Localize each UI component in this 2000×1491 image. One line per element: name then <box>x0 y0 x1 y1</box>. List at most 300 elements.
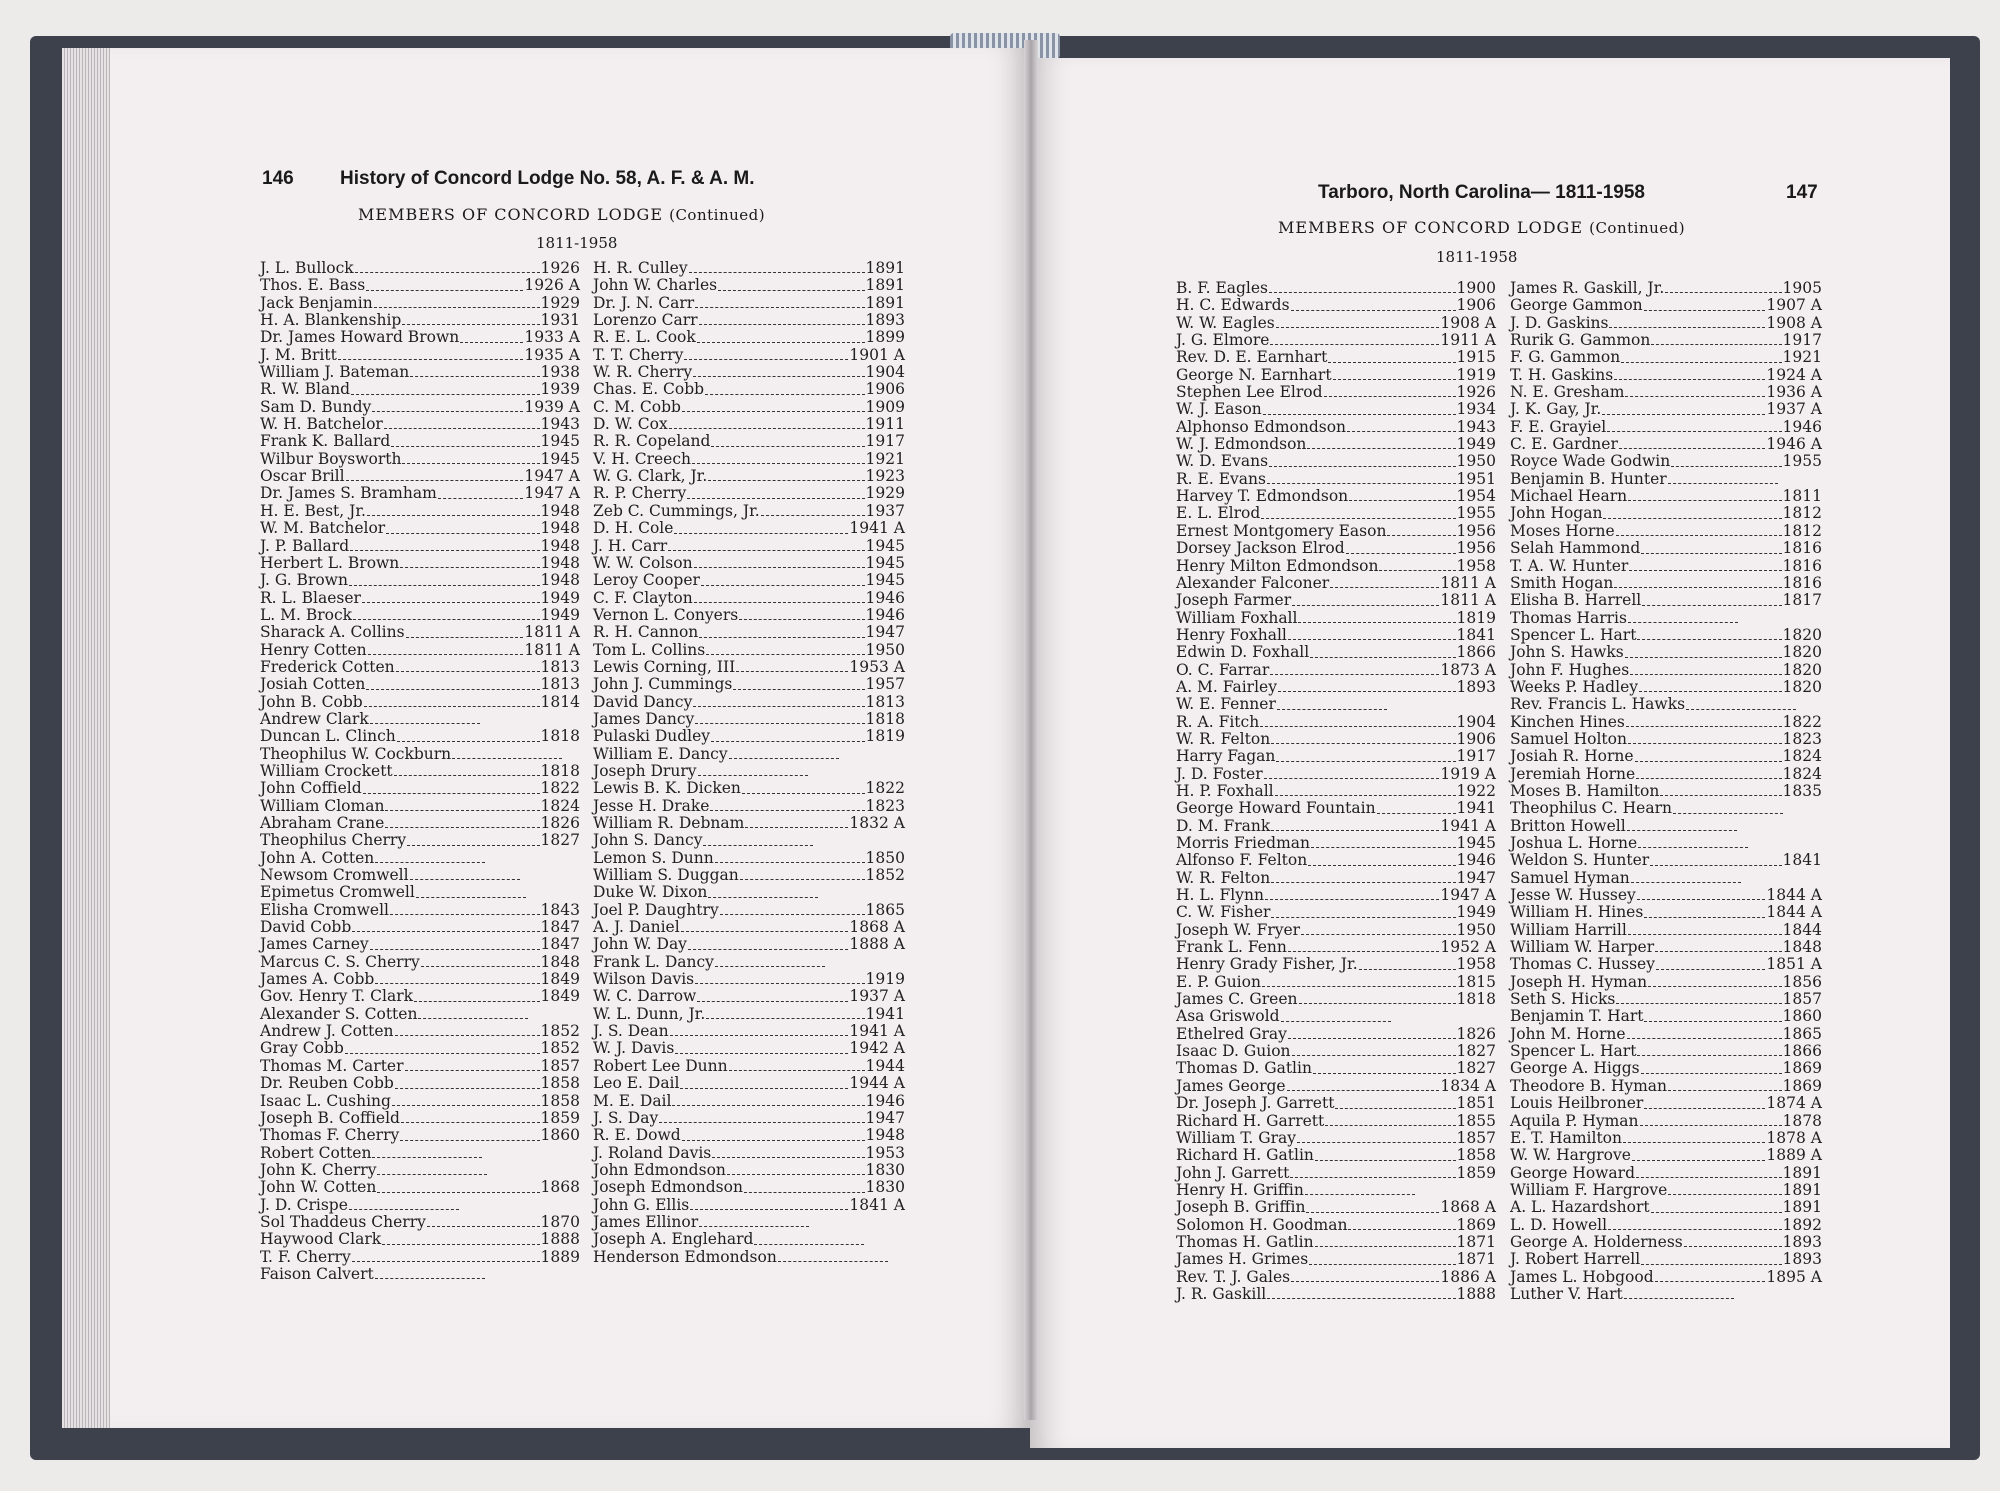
member-name: Marcus C. S. Cherry <box>260 952 420 971</box>
member-year: 1938 <box>540 363 580 382</box>
member-entry <box>260 572 580 589</box>
member-entry <box>1510 1147 1822 1164</box>
member-name: Rurik G. Gammon <box>1510 331 1651 350</box>
member-entry <box>1176 974 1496 991</box>
member-name: John S. Dancy <box>593 831 703 850</box>
member-entry <box>260 919 580 936</box>
member-year: 1950 <box>1456 452 1496 471</box>
leader-dots <box>1288 1037 1456 1039</box>
member-year: 1818 <box>1456 990 1496 1009</box>
leader-dots <box>1262 985 1456 987</box>
leader-dots <box>1333 378 1456 380</box>
member-name: Stephen Lee Elrod <box>1176 383 1323 402</box>
member-name: Spencer L. Hart <box>1510 625 1637 644</box>
member-year: 1820 <box>1782 677 1822 696</box>
leader-dots <box>382 1243 539 1245</box>
leader-dots <box>345 1052 540 1054</box>
leader-dots <box>1644 1107 1765 1109</box>
leader-dots <box>1642 604 1781 606</box>
member-year: 1895 A <box>1766 1267 1822 1286</box>
leader-dots <box>1671 465 1781 467</box>
member-year: 1849 <box>540 987 580 1006</box>
member-year: 1946 <box>865 588 905 607</box>
member-name: W. C. Darrow <box>593 987 697 1006</box>
leader-dots <box>693 705 864 707</box>
member-name: Spencer L. Hart <box>1510 1042 1637 1061</box>
leader-dots <box>370 722 480 724</box>
member-entry <box>1510 939 1822 956</box>
leader-dots <box>1614 586 1781 588</box>
leader-dots <box>427 1225 540 1227</box>
member-name: James Dancy <box>593 709 695 728</box>
member-entry <box>1510 367 1822 384</box>
leader-dots <box>1277 708 1387 710</box>
member-year: 1926 A <box>524 276 580 295</box>
leader-dots <box>1267 1297 1455 1299</box>
member-year: 1906 <box>1456 296 1496 315</box>
leader-dots <box>729 1069 865 1071</box>
member-year: 1921 <box>865 449 905 468</box>
member-year: 1811 A <box>1440 591 1496 610</box>
member-entry <box>593 832 905 849</box>
member-year: 1818 <box>540 727 580 746</box>
member-entry <box>593 399 905 416</box>
member-entry <box>260 728 580 745</box>
member-entry <box>1510 627 1822 644</box>
member-entry <box>260 676 580 693</box>
leader-dots <box>1263 413 1456 415</box>
member-name: L. M. Brock <box>260 605 353 624</box>
leader-dots <box>703 844 813 846</box>
leader-dots <box>392 1104 540 1106</box>
leader-dots <box>710 809 864 811</box>
member-entry <box>260 399 580 416</box>
member-name: Gov. Henry T. Clark <box>260 987 414 1006</box>
member-name: Joseph A. Englehard <box>593 1230 754 1249</box>
member-year: 1889 A <box>1766 1146 1822 1165</box>
member-year: 1937 <box>865 501 905 520</box>
member-name: F. G. Gammon <box>1510 348 1621 367</box>
member-entry <box>1176 540 1496 557</box>
member-name: J. L. Bullock <box>260 259 354 277</box>
member-name: Elisha Cromwell <box>260 900 389 919</box>
member-entry <box>1176 818 1496 835</box>
leader-dots <box>368 653 524 655</box>
member-name: Frank L. Fenn <box>1176 938 1287 957</box>
member-year: 1946 <box>865 1091 905 1110</box>
leader-dots <box>698 774 808 776</box>
leader-dots <box>1264 777 1440 779</box>
member-year: 1813 <box>865 692 905 711</box>
member-name: Frank K. Ballard <box>260 432 391 451</box>
member-entry <box>1176 662 1496 679</box>
member-year: 1823 <box>865 796 905 815</box>
leader-dots <box>362 601 540 603</box>
leader-dots <box>690 1208 848 1210</box>
member-entry <box>593 676 905 693</box>
leader-dots <box>744 1191 865 1193</box>
member-entry <box>593 867 905 884</box>
member-year: 1841 <box>1782 851 1822 870</box>
member-entry <box>260 780 580 797</box>
right-section-title-text: MEMBERS OF CONCORD LODGE <box>1278 218 1583 237</box>
member-year: 1946 <box>865 605 905 624</box>
member-year: 1924 A <box>1766 365 1822 384</box>
member-entry <box>1176 1095 1496 1112</box>
member-year: 1943 <box>540 415 580 434</box>
leader-dots <box>739 618 864 620</box>
member-entry <box>1176 384 1496 401</box>
member-entry <box>593 659 905 676</box>
member-name: Wilbur Boysworth <box>260 449 402 468</box>
member-name: R. P. Cherry <box>593 484 687 503</box>
member-entry <box>260 590 580 607</box>
member-name: Luther V. Hart <box>1510 1284 1623 1303</box>
member-entry <box>260 624 580 641</box>
leader-dots <box>1651 1211 1782 1213</box>
member-year: 1901 A <box>849 345 905 364</box>
member-name: Jesse W. Hussey <box>1510 886 1636 905</box>
member-entry <box>260 659 580 676</box>
member-entry <box>1510 1165 1822 1182</box>
member-entry <box>1510 662 1822 679</box>
member-name: W. W. Colson <box>593 553 693 572</box>
member-entry <box>1510 1269 1822 1286</box>
member-name: Thos. E. Bass <box>260 276 366 295</box>
member-entry <box>1510 766 1822 783</box>
member-entry <box>1510 349 1822 366</box>
member-year: 1847 <box>540 935 580 954</box>
leader-dots <box>1668 482 1778 484</box>
leader-dots <box>1656 968 1765 970</box>
member-name: Lemon S. Dunn <box>593 848 714 867</box>
member-name: Henry H. Griffin <box>1176 1180 1304 1199</box>
leader-dots <box>418 1017 528 1019</box>
member-year: 1945 <box>865 553 905 572</box>
member-year: 1891 <box>1782 1198 1822 1217</box>
member-entry <box>1510 835 1822 852</box>
leader-dots <box>670 1034 849 1036</box>
leader-dots <box>1623 1141 1765 1143</box>
member-entry <box>593 763 905 780</box>
leader-dots <box>1311 846 1456 848</box>
member-name: George A. Holderness <box>1510 1232 1683 1251</box>
leader-dots <box>1644 1020 1781 1022</box>
member-name: R. W. Bland <box>260 380 351 399</box>
leader-dots <box>1288 638 1456 640</box>
member-name: Dr. J. N. Carr <box>593 293 695 312</box>
member-entry <box>593 919 905 936</box>
leader-dots <box>706 653 864 655</box>
leader-dots <box>1637 638 1781 640</box>
leader-dots <box>715 965 825 967</box>
member-year: 1947 A <box>524 467 580 486</box>
leader-dots <box>681 930 849 932</box>
member-name: William W. Harper <box>1510 938 1655 957</box>
member-year: 1906 <box>1456 729 1496 748</box>
member-year: 1816 <box>1782 556 1822 575</box>
leader-dots <box>1348 1228 1455 1230</box>
member-year: 1945 <box>540 449 580 468</box>
member-entry <box>1176 1008 1496 1025</box>
member-entry <box>1176 870 1496 887</box>
member-entry <box>260 503 580 520</box>
member-name: H. A. Blankenship <box>260 311 402 330</box>
member-entry <box>593 468 905 485</box>
leader-dots <box>374 306 540 308</box>
member-name: J. S. Dean <box>593 1022 669 1041</box>
member-name: Thomas C. Hussey <box>1510 955 1655 974</box>
leader-dots <box>697 341 865 343</box>
member-year: 1830 <box>865 1178 905 1197</box>
member-name: George N. Earnhart <box>1176 365 1332 384</box>
member-name: James R. Gaskill, Jr. <box>1510 279 1665 297</box>
leader-dots <box>385 826 539 828</box>
member-name: William Foxhall <box>1176 608 1298 627</box>
leader-dots <box>1628 742 1782 744</box>
member-name: Weeks P. Hadley <box>1510 677 1638 696</box>
member-entry <box>1176 679 1496 696</box>
member-entry <box>1510 280 1822 297</box>
member-year: 1948 <box>540 501 580 520</box>
leader-dots <box>1287 1089 1440 1091</box>
member-name: R. H. Cannon <box>593 623 699 642</box>
member-entry <box>1176 1251 1496 1268</box>
member-entry <box>1510 540 1822 557</box>
leader-dots <box>1297 1141 1455 1143</box>
member-year: 1811 A <box>1440 573 1496 592</box>
member-entry <box>260 416 580 433</box>
member-year: 1921 <box>1782 348 1822 367</box>
member-year: 1949 <box>1456 903 1496 922</box>
member-entry <box>1176 1286 1496 1303</box>
member-entry <box>1510 610 1822 627</box>
member-entry <box>1176 835 1496 852</box>
leader-dots <box>1269 465 1455 467</box>
leader-dots <box>1673 812 1783 814</box>
member-year: 1953 <box>865 1143 905 1162</box>
leader-dots <box>352 1260 540 1262</box>
member-year: 1866 <box>1782 1042 1822 1061</box>
member-name: Zeb C. Cummings, Jr. <box>593 501 760 520</box>
member-name: Henry Foxhall <box>1176 625 1287 644</box>
member-entry <box>1510 505 1822 522</box>
member-name: H. L. Flynn <box>1176 886 1264 905</box>
member-name: Theophilus W. Cockburn <box>260 744 452 763</box>
member-year: 1848 <box>540 952 580 971</box>
member-year: 1868 <box>540 1178 580 1197</box>
member-name: C. M. Cobb <box>593 397 681 416</box>
member-entry <box>593 642 905 659</box>
member-year: 1929 <box>540 293 580 312</box>
member-entry <box>1176 852 1496 869</box>
leader-dots <box>711 445 864 447</box>
member-year: 1948 <box>540 519 580 538</box>
member-year: 1823 <box>1782 729 1822 748</box>
member-entry <box>1176 1217 1496 1234</box>
member-year: 1851 A <box>1766 955 1822 974</box>
member-entry <box>260 1162 580 1179</box>
member-entry <box>1176 922 1496 939</box>
member-entry <box>1176 731 1496 748</box>
member-year: 1934 <box>1456 400 1496 419</box>
leader-dots <box>349 1208 459 1210</box>
member-year: 1817 <box>1782 591 1822 610</box>
member-year: 1824 <box>1782 764 1822 783</box>
member-year: 1919 <box>865 970 905 989</box>
leader-dots <box>1644 916 1765 918</box>
leader-dots <box>680 1087 848 1089</box>
leader-dots <box>1299 1002 1456 1004</box>
leader-dots <box>1619 447 1766 449</box>
member-entry <box>260 763 580 780</box>
member-name: J. D. Crispe <box>260 1195 348 1214</box>
member-name: William Cloman <box>260 796 385 815</box>
member-year: 1944 <box>865 1056 905 1075</box>
member-name: Josiah Cotten <box>260 675 366 694</box>
member-name: John Edmondson <box>593 1160 726 1179</box>
member-year: 1869 <box>1782 1059 1822 1078</box>
member-name: Joseph Farmer <box>1176 591 1292 610</box>
member-name: Samuel Hyman <box>1510 868 1630 887</box>
member-name: Richard H. Gatlin <box>1176 1146 1314 1165</box>
leader-dots <box>1328 361 1455 363</box>
member-entry <box>260 329 580 346</box>
leader-dots <box>733 688 864 690</box>
member-name: J. D. Foster <box>1176 764 1263 783</box>
member-year: 1870 <box>540 1212 580 1231</box>
member-entry <box>260 971 580 988</box>
member-entry <box>593 1006 905 1023</box>
member-entry <box>593 451 905 468</box>
member-year: 1949 <box>540 605 580 624</box>
member-entry <box>1510 731 1822 748</box>
member-name: W. W. Eagles <box>1176 313 1275 332</box>
member-name: J. Roland Davis <box>593 1143 712 1162</box>
member-entry <box>593 503 905 520</box>
member-year: 1891 <box>865 293 905 312</box>
leader-dots <box>1387 534 1455 536</box>
leader-dots <box>754 1243 864 1245</box>
member-year: 1858 <box>540 1091 580 1110</box>
member-name: Jesse H. Drake <box>593 796 710 815</box>
member-name: George A. Higgs <box>1510 1059 1640 1078</box>
member-year: 1945 <box>865 536 905 555</box>
member-year: 1815 <box>1456 972 1496 991</box>
member-name: Harvey T. Edmondson <box>1176 487 1349 506</box>
member-name: Selah Hammond <box>1510 539 1641 558</box>
member-year: 1957 <box>865 675 905 694</box>
member-name: George Gammon <box>1510 296 1643 315</box>
leader-dots <box>1629 569 1781 571</box>
member-year: 1849 <box>540 970 580 989</box>
member-name: Josiah R. Horne <box>1510 747 1634 766</box>
member-entry <box>1176 696 1496 713</box>
member-year: 1851 <box>1456 1094 1496 1113</box>
leader-dots <box>1315 1159 1456 1161</box>
member-name: Leroy Cooper <box>593 571 700 590</box>
member-name: W. R. Felton <box>1176 868 1271 887</box>
member-name: Kinchen Hines <box>1510 712 1625 731</box>
member-entry <box>260 364 580 381</box>
member-entry <box>1510 1251 1822 1268</box>
leader-dots <box>375 982 539 984</box>
member-year: 1824 <box>540 796 580 815</box>
member-year: 1904 <box>1456 712 1496 731</box>
leader-dots <box>397 740 540 742</box>
member-year: 1937 A <box>849 987 905 1006</box>
member-name: V. H. Creech <box>593 449 691 468</box>
leader-dots <box>695 722 864 724</box>
member-year: 1953 A <box>849 657 905 676</box>
leader-dots <box>1298 621 1455 623</box>
member-entry <box>593 711 905 728</box>
member-year: 1942 A <box>849 1039 905 1058</box>
member-entry <box>1176 1113 1496 1130</box>
member-name: David Cobb <box>260 918 352 937</box>
member-name: R. R. Copeland <box>593 432 711 451</box>
member-entry <box>593 971 905 988</box>
member-entry <box>260 538 580 555</box>
leader-dots <box>390 913 540 915</box>
leader-dots <box>1621 361 1781 363</box>
leader-dots <box>1275 794 1456 796</box>
member-entry <box>260 520 580 537</box>
member-entry <box>1176 453 1496 470</box>
member-year: 1874 A <box>1766 1094 1822 1113</box>
member-name: William Harrill <box>1510 920 1627 939</box>
member-name: H. P. Foxhall <box>1176 781 1274 800</box>
member-name: Moses Horne <box>1510 521 1615 540</box>
member-entry <box>593 1127 905 1144</box>
member-entry <box>1176 436 1496 453</box>
leader-dots <box>1625 395 1765 397</box>
member-name: Theophilus C. Hearn <box>1510 799 1672 818</box>
member-year: 1826 <box>1456 1024 1496 1043</box>
member-year: 1919 <box>1456 365 1496 384</box>
member-name: C. F. Clayton <box>593 588 693 607</box>
member-year: 1868 A <box>1440 1198 1496 1217</box>
member-year: 1955 <box>1782 452 1822 471</box>
member-name: John F. Hughes <box>1510 660 1630 679</box>
member-entry <box>260 988 580 1005</box>
leader-dots <box>1625 656 1782 658</box>
member-entry <box>1510 332 1822 349</box>
member-name: Ethelred Gray <box>1176 1024 1287 1043</box>
member-year: 1871 <box>1456 1250 1496 1269</box>
leader-dots <box>407 844 539 846</box>
member-entry <box>593 1075 905 1092</box>
member-entry <box>1176 332 1496 349</box>
member-name: L. D. Howell <box>1510 1215 1608 1234</box>
member-year: 1813 <box>540 657 580 676</box>
member-entry <box>593 694 905 711</box>
member-name: A. M. Fairley <box>1176 677 1277 696</box>
member-entry <box>1176 887 1496 904</box>
member-year: 1819 <box>865 727 905 746</box>
member-year: 1956 <box>1456 539 1496 558</box>
leader-dots <box>402 323 539 325</box>
member-name: Thomas H. Gatlin <box>1176 1232 1314 1251</box>
leader-dots <box>659 1121 864 1123</box>
leader-dots <box>682 410 865 412</box>
member-name: Jack Benjamin <box>260 293 373 312</box>
member-name: Duncan L. Clinch <box>260 727 396 746</box>
leader-dots <box>1305 1193 1415 1195</box>
member-entry <box>1176 1060 1496 1077</box>
member-name: Ernest Montgomery Eason <box>1176 521 1387 540</box>
member-entry <box>1176 401 1496 418</box>
